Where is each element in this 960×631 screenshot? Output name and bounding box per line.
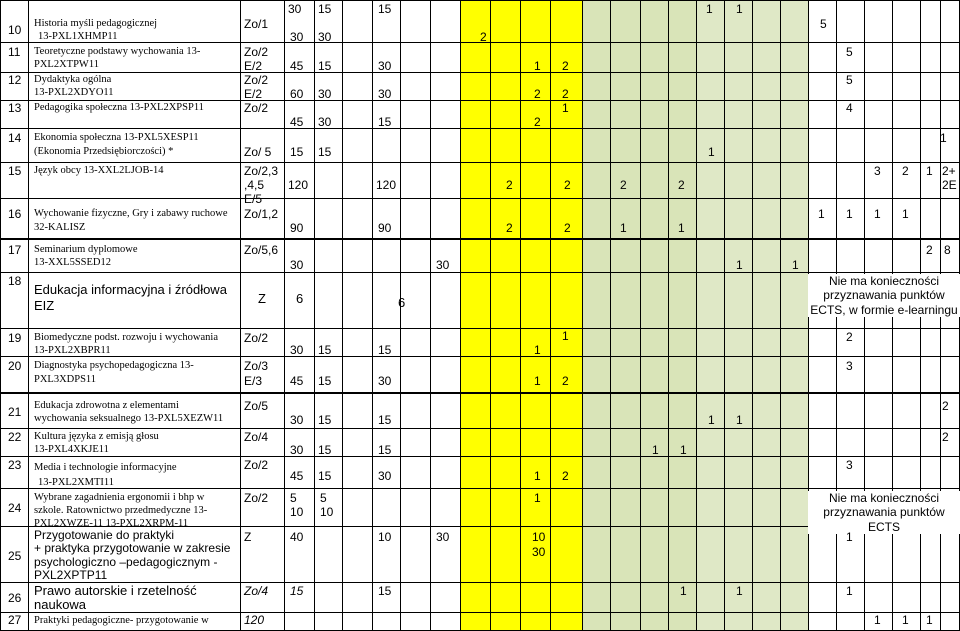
- course-name: Diagnostyka psychopedagogiczna 13-: [34, 360, 194, 371]
- table-cell: 1: [534, 343, 541, 357]
- table-cell: 30: [378, 469, 392, 483]
- top-cell: 15: [318, 2, 332, 16]
- row-number: 22: [8, 430, 22, 444]
- top-cell: 15: [378, 2, 392, 16]
- table-cell: Zo/5: [244, 399, 269, 413]
- row-divider: [0, 392, 960, 394]
- column-divider: [342, 0, 343, 631]
- table-cell: 10: [532, 530, 546, 544]
- table-cell: E/5: [244, 192, 263, 206]
- course-name: Teoretyczne podstawy wychowania 13-: [34, 46, 201, 57]
- table-cell: Z: [244, 530, 252, 544]
- table-cell: 2: [926, 243, 933, 257]
- row-divider: [0, 456, 960, 457]
- table-cell: 5: [290, 491, 297, 505]
- table-cell: 5: [846, 45, 853, 59]
- table-cell: 15: [318, 374, 332, 388]
- table-cell: 5: [846, 73, 853, 87]
- table-cell: 2: [562, 87, 569, 101]
- row-divider: [0, 488, 960, 489]
- table-cell: Zo/2: [244, 458, 269, 472]
- row-number: 21: [8, 405, 22, 419]
- table-cell: 5: [820, 17, 827, 31]
- table-cell: Zo/ 5: [244, 145, 272, 159]
- table-cell: Zo/4: [244, 584, 269, 598]
- table-cell: 4: [846, 101, 853, 115]
- table-cell: 15: [318, 145, 332, 159]
- table-cell: 15: [378, 343, 392, 357]
- table-cell: 3: [874, 164, 881, 178]
- table-cell: 1: [562, 329, 569, 343]
- table-cell: 15: [290, 145, 304, 159]
- column-divider: [314, 0, 315, 631]
- table-cell: 15: [378, 115, 392, 129]
- row-number: 24: [8, 501, 22, 515]
- table-cell: 1: [902, 613, 909, 627]
- course-name-line2: naukowa: [34, 597, 87, 612]
- course-name: Kultura języka z emisją głosu: [34, 431, 159, 442]
- column-divider: [696, 0, 697, 631]
- row-divider: [0, 272, 960, 273]
- table-cell: E/3: [244, 374, 263, 388]
- column-divider: [550, 0, 551, 631]
- table-cell: 60: [290, 87, 304, 101]
- column-divider: [724, 0, 725, 631]
- row-number: 18: [8, 274, 22, 288]
- table-cell: 1: [736, 413, 743, 427]
- course-code: 13-PXL2XMTI11: [38, 477, 115, 488]
- table-cell: E/2: [244, 87, 263, 101]
- course-name: Wychowanie fizyczne, Gry i zabawy ruchowe: [34, 208, 228, 219]
- course-code: 13-XXL5SSED12: [34, 257, 112, 268]
- table-cell: 30: [318, 115, 332, 129]
- table-cell: 30: [290, 443, 304, 457]
- table-cell: 15: [318, 343, 332, 357]
- table-cell: 120: [288, 178, 309, 192]
- row-divider: [0, 100, 960, 101]
- row-number: 20: [8, 359, 22, 373]
- course-code: PXL2XPTP11: [34, 568, 108, 582]
- course-name: Język obcy 13-XXL2LJOB-14: [34, 165, 164, 176]
- course-name: Edukacja informacyjna i źródłowa: [34, 282, 227, 297]
- column-divider: [240, 0, 241, 631]
- course-code: (Ekonomia Przedsiębiorczości) *: [34, 146, 174, 157]
- course-name-line2: szkole. Ratownictwo przedmedyczne 13-: [34, 505, 208, 516]
- table-cell: Zo/2: [244, 101, 269, 115]
- table-cell: 2: [564, 221, 571, 235]
- top-cell: 30: [288, 2, 302, 16]
- table-cell: 1: [534, 374, 541, 388]
- table-cell: Z: [258, 291, 266, 306]
- table-cell: 2: [620, 178, 627, 192]
- course-code: wychowania seksualnego 13-PXL5XEZW11: [34, 413, 224, 424]
- column-divider: [400, 0, 401, 631]
- table-cell: 10: [378, 530, 392, 544]
- course-name: Wybrane zagadnienia ergonomii i bhp w: [34, 492, 205, 503]
- course-code: 13-PXL2XBPR11: [34, 345, 111, 356]
- table-cell: 1: [708, 145, 715, 159]
- table-cell: 90: [290, 221, 304, 235]
- table-cell: 15: [318, 59, 332, 73]
- table-cell: Zo/4: [244, 430, 269, 444]
- row-number: 13: [8, 101, 22, 115]
- course-name: Dydaktyka ogólna: [34, 74, 112, 85]
- column-divider: [460, 0, 461, 631]
- ects-note: Nie ma konieczności przyznawania punktów ECTS: [808, 491, 960, 534]
- table-cell: 1: [846, 584, 853, 598]
- table-cell: 1: [708, 413, 715, 427]
- table-cell: 6: [398, 295, 406, 310]
- table-cell: 1: [846, 530, 853, 544]
- column-divider: [582, 0, 583, 631]
- table-cell: Zo/2: [244, 45, 269, 59]
- top-cell: 1: [706, 2, 713, 16]
- table-cell: 1: [562, 101, 569, 115]
- table-cell: 30: [290, 343, 304, 357]
- course-code: 13-PXL1XHMP11: [38, 31, 118, 42]
- table-cell: 15: [378, 413, 392, 427]
- row-number: 11: [8, 45, 21, 59]
- table-cell: 1: [926, 164, 933, 178]
- row-number: 14: [8, 131, 22, 145]
- table-cell: 2+: [942, 164, 956, 178]
- table-cell: 1: [874, 207, 881, 221]
- row-number: 12: [8, 73, 22, 87]
- table-cell: Zo/5,6: [244, 243, 279, 257]
- table-cell: 30: [290, 413, 304, 427]
- table-cell: 15: [318, 443, 332, 457]
- course-code: PXL2XWZE-11 13-PXL2XRPM-11: [34, 518, 189, 529]
- table-cell: 1: [926, 613, 933, 627]
- table-cell: 1: [846, 207, 853, 221]
- table-cell: 1: [534, 469, 541, 483]
- table-cell: 15: [378, 584, 392, 598]
- column-divider: [372, 0, 373, 631]
- table-cell: 120: [244, 613, 265, 627]
- table-cell: 15: [378, 443, 392, 457]
- row-number: 16: [8, 207, 22, 221]
- course-name-line3: psychologiczno –pedagogicznym -: [34, 555, 218, 569]
- table-cell: 30: [436, 258, 450, 272]
- column-divider: [520, 0, 521, 631]
- green-column-band: [582, 0, 696, 631]
- table-cell: 1: [680, 443, 687, 457]
- row-number: 27: [8, 613, 22, 627]
- row-number: 10: [8, 23, 22, 37]
- table-cell: 1: [678, 221, 685, 235]
- table-cell: 1: [652, 443, 659, 457]
- top-cell: 1: [736, 2, 743, 16]
- course-code: PXL2XTPW11: [34, 59, 99, 70]
- column-divider: [490, 0, 491, 631]
- table-cell: 30: [290, 30, 304, 44]
- row-divider: [0, 612, 960, 613]
- table-cell: 30: [318, 30, 332, 44]
- row-number: 23: [8, 458, 22, 472]
- table-cell: 1: [818, 207, 825, 221]
- table-cell: 15: [318, 413, 332, 427]
- row-number: 15: [8, 164, 22, 178]
- column-divider: [0, 0, 1, 631]
- course-code: PXL3XDPS11: [34, 374, 97, 385]
- table-cell: 1: [534, 59, 541, 73]
- column-divider: [752, 0, 753, 631]
- table-cell: E/2: [244, 59, 263, 73]
- course-name: Pedagogika społeczna 13-PXL2XPSP11: [34, 102, 204, 113]
- row-divider: [0, 356, 960, 357]
- row-divider: [0, 238, 960, 240]
- table-cell: 30: [378, 59, 392, 73]
- table-cell: 2: [846, 330, 853, 344]
- table-cell: 45: [290, 59, 304, 73]
- table-cell: 1: [680, 584, 687, 598]
- table-cell: 15: [290, 584, 304, 598]
- table-cell: 2: [942, 399, 949, 413]
- column-divider: [28, 0, 29, 631]
- table-cell: 2: [480, 30, 487, 44]
- table-cell: Zo/3: [244, 359, 269, 373]
- course-name: Historia myśli pedagogicznej: [34, 18, 158, 29]
- row-number: 25: [8, 549, 22, 563]
- course-form: Zo/1: [244, 17, 269, 31]
- table-cell: 30: [290, 258, 304, 272]
- table-cell: 10: [290, 505, 304, 519]
- table-cell: 1: [736, 258, 743, 272]
- table-cell: 2: [562, 59, 569, 73]
- row-divider: [0, 72, 960, 73]
- table-cell: 1: [620, 221, 627, 235]
- table-cell: 45: [290, 115, 304, 129]
- table-cell: 2: [562, 469, 569, 483]
- table-cell: 120: [376, 178, 397, 192]
- table-cell: Zo/2: [244, 73, 269, 87]
- column-divider: [780, 0, 781, 631]
- table-cell: 8: [944, 243, 951, 257]
- table-cell: Zo/2: [244, 491, 269, 505]
- table-cell: 90: [378, 221, 392, 235]
- table-cell: 10: [320, 505, 334, 519]
- column-divider: [430, 0, 431, 631]
- course-name: Ekonomia społeczna 13-PXL5XESP11: [34, 132, 199, 143]
- course-name: Media i technologie informacyjne: [34, 462, 177, 473]
- row-divider: [0, 128, 960, 129]
- table-cell: 2: [506, 221, 513, 235]
- table-cell: 45: [290, 374, 304, 388]
- table-cell: 1: [792, 258, 799, 272]
- table-cell: 30: [532, 545, 546, 559]
- row-number: 26: [8, 591, 22, 605]
- table-cell: 30: [378, 87, 392, 101]
- course-name: Edukacja zdrowotna z elementami: [34, 400, 179, 411]
- row-divider: [0, 428, 960, 429]
- course-code: 13-PXL2XDYO11: [34, 87, 114, 98]
- table-cell: 30: [318, 87, 332, 101]
- table-cell: 2: [678, 178, 685, 192]
- table-cell: 2: [506, 178, 513, 192]
- table-cell: 30: [436, 530, 450, 544]
- course-code: 13-PXL4XKJE11: [34, 444, 109, 455]
- course-name: Przygotowanie do praktyki: [34, 528, 175, 542]
- table-cell: Zo/1,2: [244, 207, 279, 221]
- table-cell: 2: [534, 115, 541, 129]
- course-code: EIZ: [34, 298, 55, 313]
- table-cell: 3: [846, 359, 853, 373]
- table-cell: 40: [290, 530, 304, 544]
- course-name: Prawo autorskie i rzetelność: [34, 583, 197, 598]
- table-cell: 1: [736, 584, 743, 598]
- row-divider: [0, 328, 960, 329]
- row-number: 17: [8, 243, 22, 257]
- table-cell: 2: [564, 178, 571, 192]
- table-cell: 2: [902, 164, 909, 178]
- table-cell: 1: [534, 491, 541, 505]
- table-cell: 2: [534, 87, 541, 101]
- course-name: Praktyki pedagogiczne- przygotowanie w: [34, 615, 209, 626]
- table-cell: 2: [562, 374, 569, 388]
- column-divider: [640, 0, 641, 631]
- ects-note: Nie ma konieczności przyznawania punktów ECTS, w formie e-learningu: [808, 274, 960, 317]
- row-divider: [0, 198, 960, 199]
- column-divider: [668, 0, 669, 631]
- column-divider: [284, 0, 285, 631]
- table-cell: 3: [846, 458, 853, 472]
- course-code: 32-KALISZ: [34, 222, 86, 233]
- table-cell: 1: [874, 613, 881, 627]
- table-cell: 15: [318, 469, 332, 483]
- table-cell: 30: [378, 374, 392, 388]
- table-cell: 1: [902, 207, 909, 221]
- table-cell: 2E: [942, 178, 957, 192]
- column-divider: [610, 0, 611, 631]
- table-cell: 45: [290, 469, 304, 483]
- table-cell: 1: [940, 131, 947, 145]
- table-cell: 2: [942, 430, 949, 444]
- table-cell: Zo/2,3: [244, 164, 279, 178]
- row-number: 19: [8, 331, 22, 345]
- table-cell: ,4,5: [244, 178, 265, 192]
- table-cell: 6: [296, 291, 304, 306]
- table-cell: Zo/2: [244, 331, 269, 345]
- row-divider: [0, 162, 960, 163]
- course-name-line2: + praktyka przygotowanie w zakresie: [34, 541, 231, 555]
- course-name: Seminarium dyplomowe: [34, 244, 138, 255]
- row-divider: [0, 0, 960, 1]
- course-name: Biomedyczne podst. rozwoju i wychowania: [34, 332, 218, 343]
- table-cell: 5: [320, 491, 327, 505]
